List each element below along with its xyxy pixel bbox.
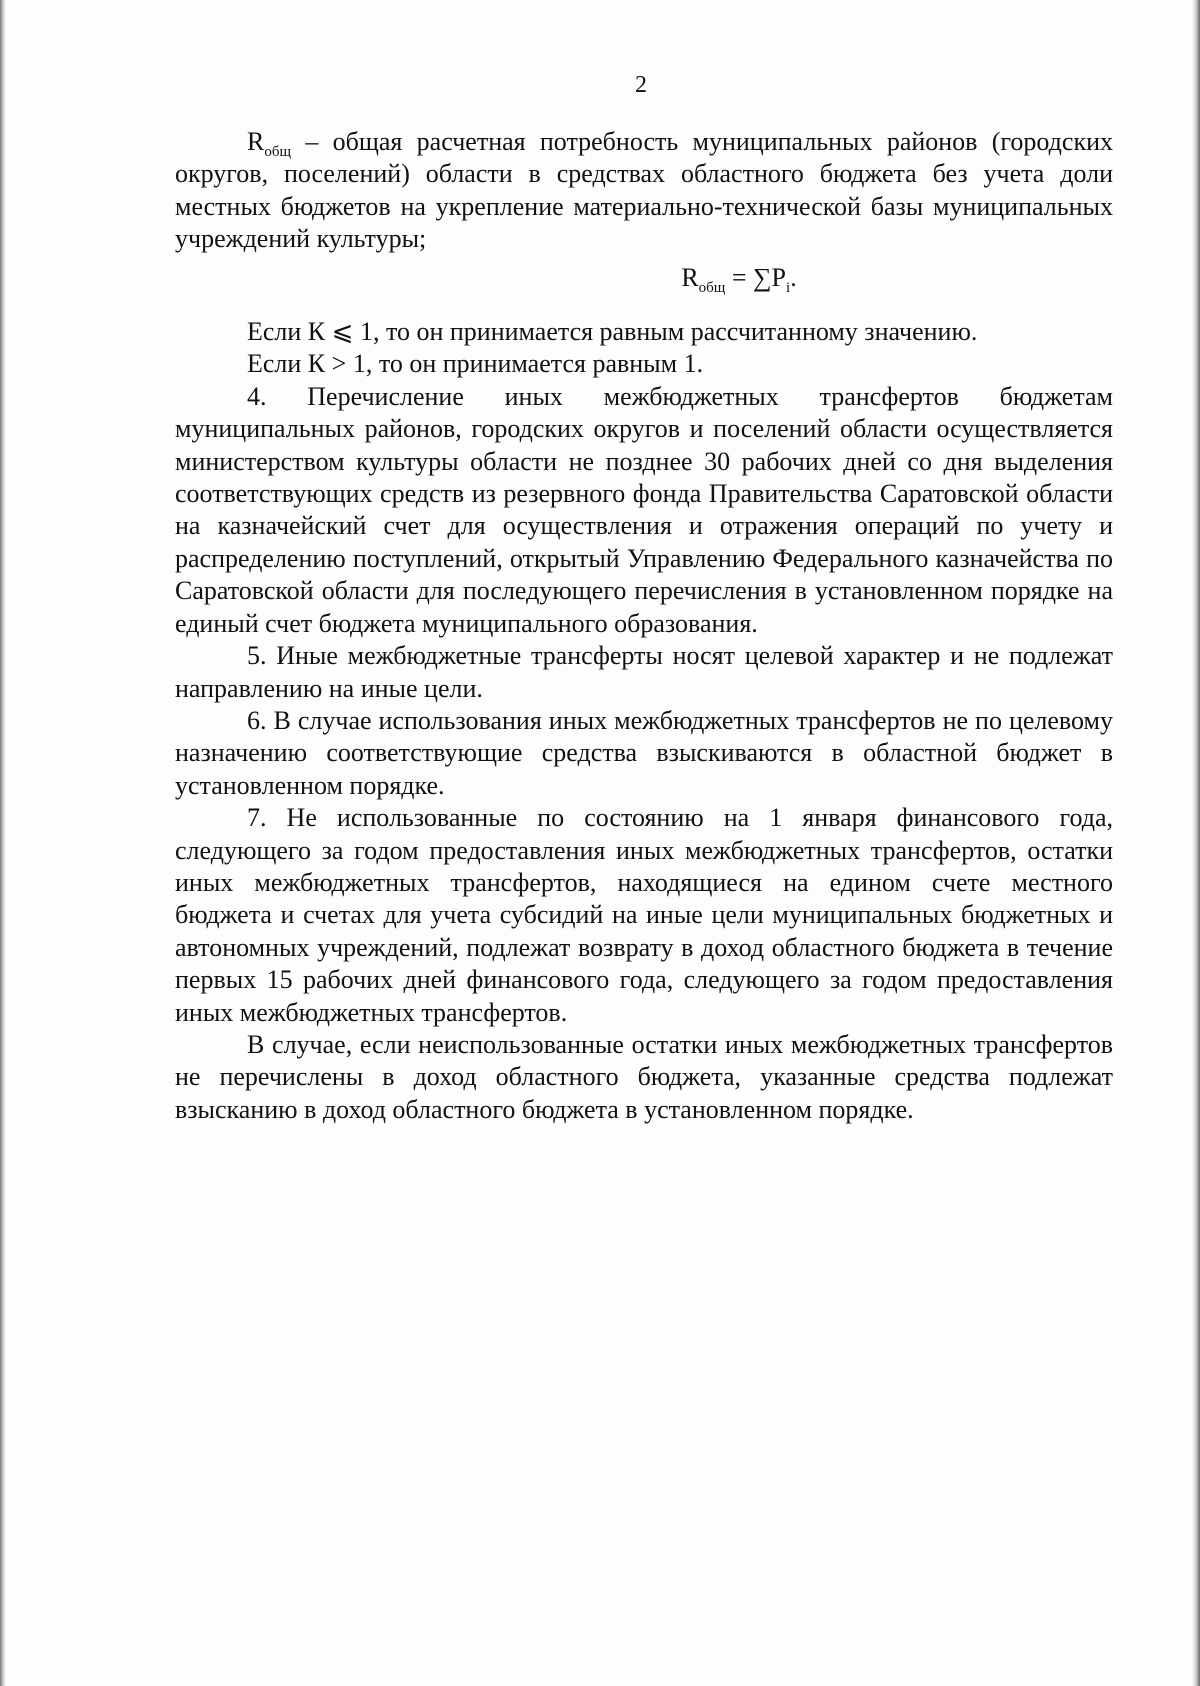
definition-symbol: R [247, 127, 265, 156]
scan-edge-right [1192, 0, 1200, 1686]
paragraph-7: 7. Не использованные по состоянию на 1 января финансового года, следующего за годом предоставления иных межбюджетных трансфертов, остатки иных межбюджетных трансфертов, находящиеся на едином счете местного бюджета и счетах для учета субсидий на иные цели муниципальных бюджетных и автономных учреждений, подлежат возврату в доход областного бюджета в течение первых 15 рабочих дней финансового года, следующего за годом предоставления иных межбюджетных трансфертов. [175, 803, 1113, 1027]
formula-eq-sum: = ∑P [725, 262, 787, 292]
page-number: 2 [635, 72, 647, 98]
formula-lhs-subscript: общ [698, 279, 726, 296]
paragraph-8: В случае, если неиспользованные остатки иных межбюджетных трансфертов не перечислены в доход областного бюджета, указанные средства подлежат взысканию в доход областного бюджета в установленном порядке. [175, 1029, 1113, 1124]
definition-text: – общая расчетная потребность муниципальных районов (городских округов, поселений) области в средствах областного бюджета без учета доли местных бюджетов на укрепление материально-технической базы муниципальных учреждений культуры; [175, 127, 1113, 254]
definition-subscript: общ [264, 144, 292, 161]
formula [175, 262, 1113, 294]
paragraph-k-le: Если К ⩽ 1, то он принимается равным рассчитанному значению. [247, 317, 978, 347]
document-body [175, 126, 1113, 1126]
formula-tail: . [790, 262, 797, 292]
formula-rhs-subscript: i [786, 279, 791, 296]
paragraph-5: 5. Иные межбюджетные трансферты носят целевой характер и не подлежат направлению на иные цели. [175, 641, 1113, 703]
paragraph-k-gt: Если К > 1, то он принимается равным 1. [247, 349, 704, 379]
scan-edge-left [0, 0, 6, 1686]
paragraph-6: 6. В случае использования иных межбюджетных трансфертов не по целевому назначению соответствующие средства взыскиваются в областной бюджет в установленном порядке. [175, 705, 1113, 800]
formula-lhs-symbol: R [681, 262, 699, 292]
paragraph-4: 4. Перечисление иных межбюджетных трансфертов бюджетам муниципальных районов, городских округов и поселений области осуществляется министерством культуры области не позднее 30 рабочих дней со дня выделения соответствующих средств из резервного фонда Правительства Саратовской области на казначейский счет для осуществления и отражения операций по учету и распределению поступлений, открытый Управлению Федерального казначейства по Саратовской области для последующего перечисления в установленном порядке на единый счет бюджета муниципального образования. [175, 381, 1113, 638]
definition-paragraph [175, 126, 1113, 256]
